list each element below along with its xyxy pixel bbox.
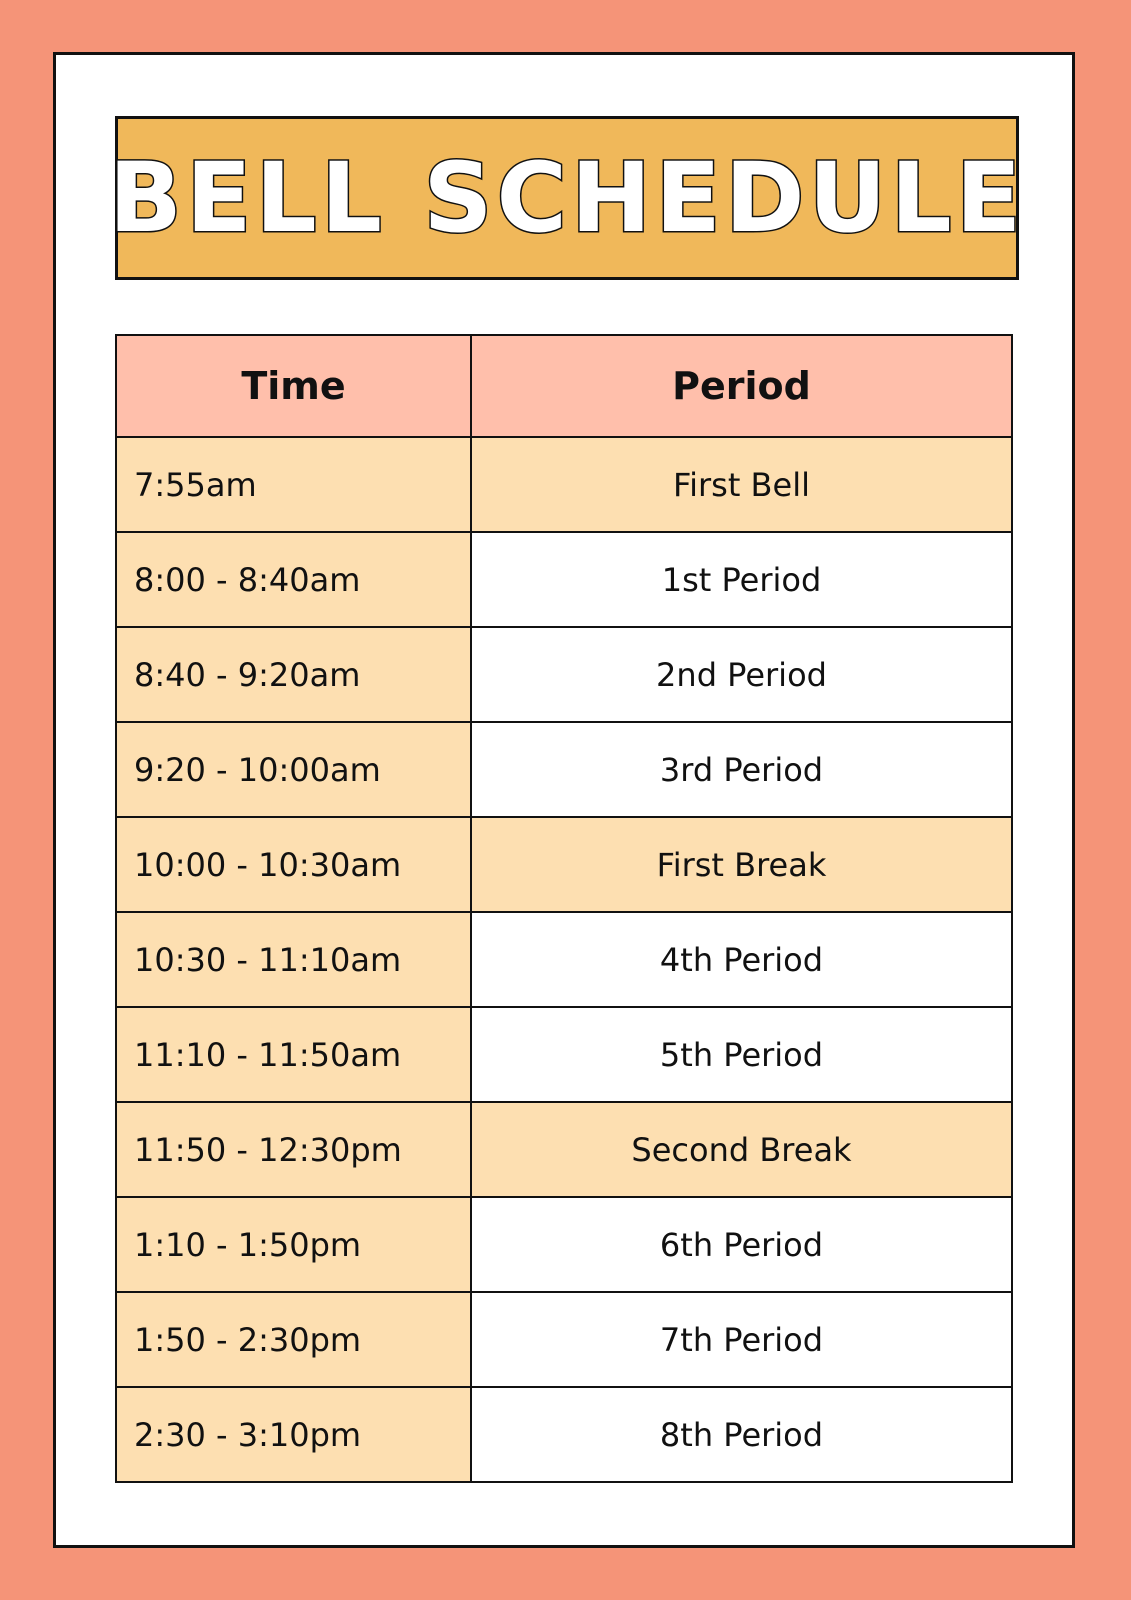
time-cell: 1:50 - 2:30pm	[116, 1292, 471, 1387]
period-cell: 8th Period	[471, 1387, 1012, 1482]
table-row	[116, 1102, 1012, 1197]
time-cell: 7:55am	[116, 437, 471, 532]
table-header-row	[116, 335, 1012, 437]
time-cell: 1:10 - 1:50pm	[116, 1197, 471, 1292]
period-cell: 5th Period	[471, 1007, 1012, 1102]
title-banner	[108, 116, 1026, 280]
table-row	[116, 722, 1012, 817]
period-cell: First Break	[471, 817, 1012, 912]
time-cell: 8:40 - 9:20am	[116, 627, 471, 722]
period-cell: 2nd Period	[471, 627, 1012, 722]
period-cell: First Bell	[471, 437, 1012, 532]
table-row	[116, 1292, 1012, 1387]
period-column-header: Period	[471, 335, 1012, 437]
time-cell: 10:00 - 10:30am	[116, 817, 471, 912]
time-cell: 8:00 - 8:40am	[116, 532, 471, 627]
table-body	[116, 437, 1012, 1482]
table-row	[116, 1197, 1012, 1292]
time-cell: 11:10 - 11:50am	[116, 1007, 471, 1102]
period-cell: 7th Period	[471, 1292, 1012, 1387]
time-cell: 10:30 - 11:10am	[116, 912, 471, 1007]
schedule-sheet	[53, 52, 1075, 1548]
page-title: BELL SCHEDULE	[108, 142, 1026, 254]
period-cell: 1st Period	[471, 532, 1012, 627]
time-cell: 9:20 - 10:00am	[116, 722, 471, 817]
bell-schedule-table	[115, 334, 1013, 1483]
time-column-header: Time	[116, 335, 471, 437]
period-cell: 4th Period	[471, 912, 1012, 1007]
table-row	[116, 817, 1012, 912]
table-row	[116, 1387, 1012, 1482]
time-cell: 2:30 - 3:10pm	[116, 1387, 471, 1482]
table-row	[116, 912, 1012, 1007]
table-row	[116, 627, 1012, 722]
period-cell: Second Break	[471, 1102, 1012, 1197]
table-row	[116, 532, 1012, 627]
period-cell: 6th Period	[471, 1197, 1012, 1292]
table-row	[116, 437, 1012, 532]
period-cell: 3rd Period	[471, 722, 1012, 817]
time-cell: 11:50 - 12:30pm	[116, 1102, 471, 1197]
table-row	[116, 1007, 1012, 1102]
